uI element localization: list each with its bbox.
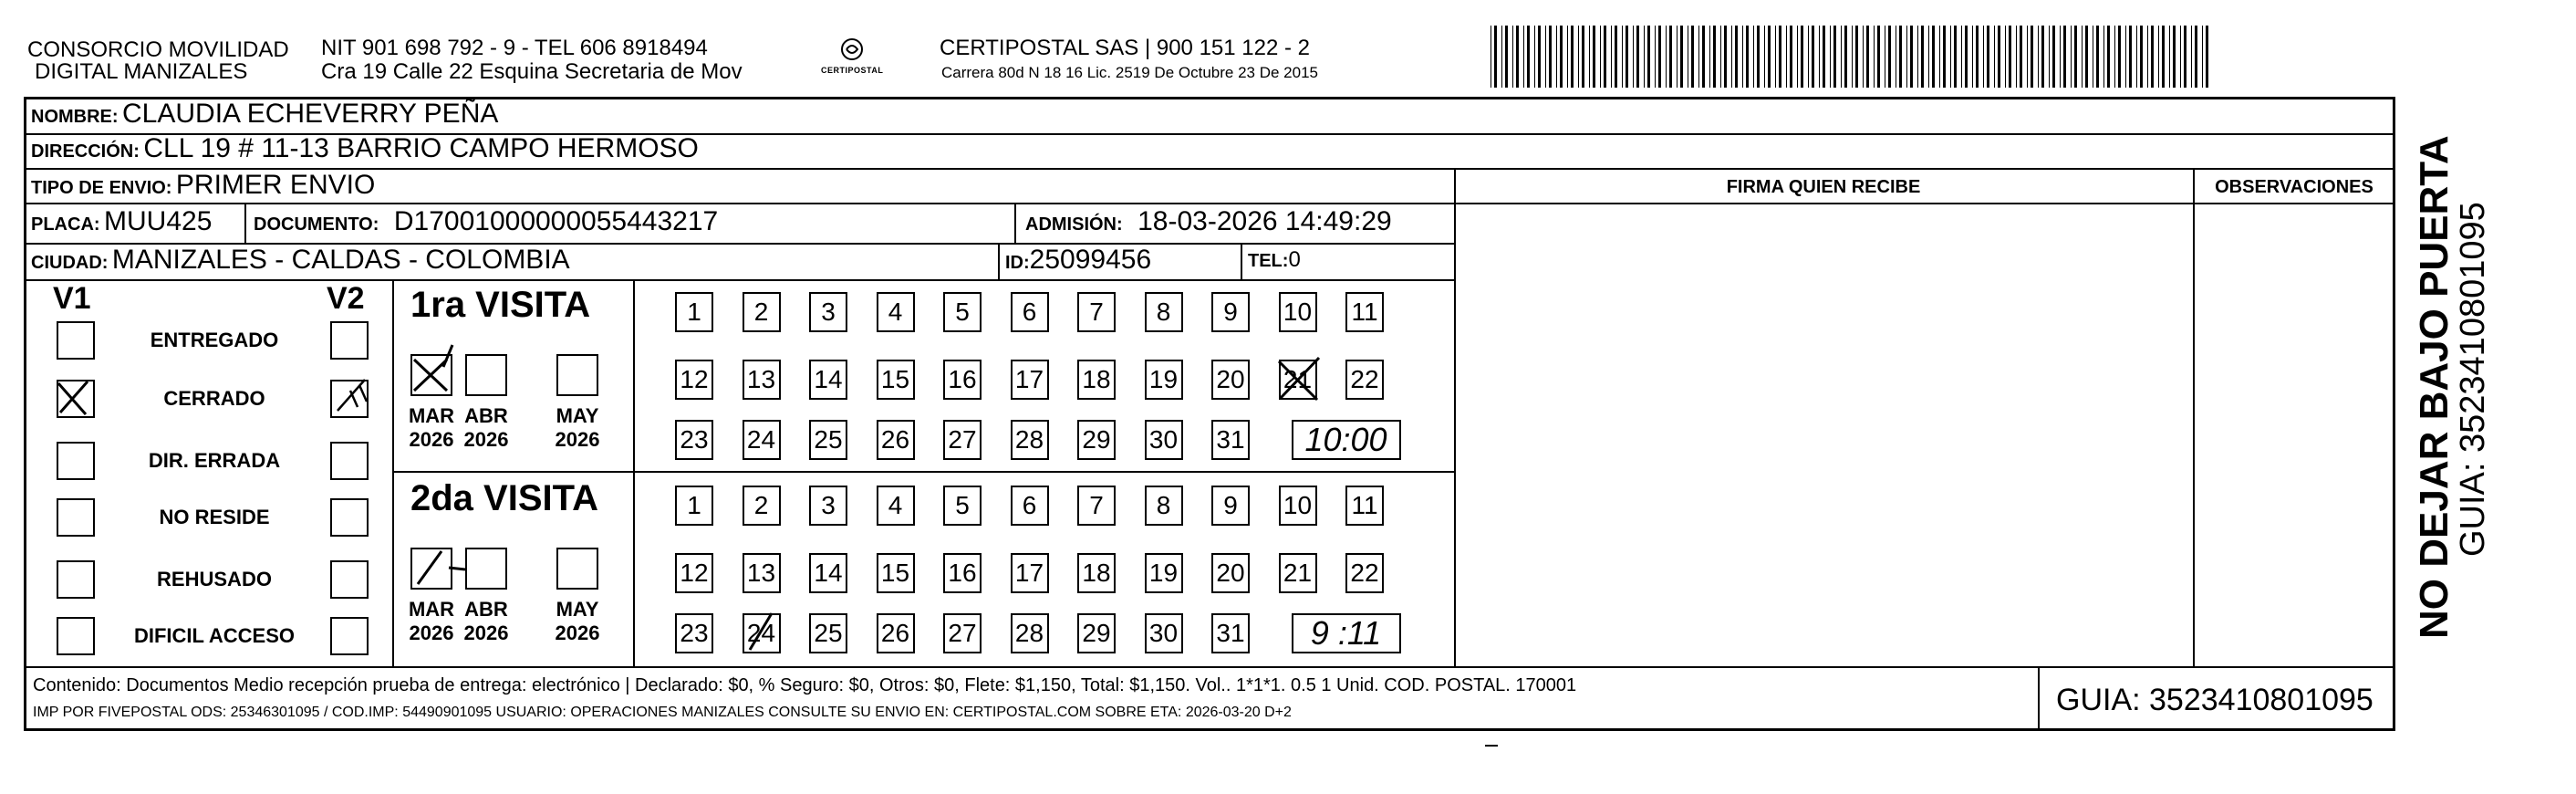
barcode-bar [1874, 26, 1875, 88]
barcode-bar [2082, 26, 2083, 88]
document-field [254, 206, 718, 242]
barcode-bar [2169, 26, 2170, 88]
second-visit-title: 2da VISITA [410, 478, 598, 518]
barcode-bar [1549, 26, 1552, 88]
barcode-bar [1950, 26, 1951, 88]
barcode-bar [1644, 26, 1645, 88]
recipient-name: CLAUDIA ECHEVERRY PEÑA [122, 99, 499, 129]
day-box[interactable]: 28 [1011, 420, 1049, 460]
day-box[interactable]: 26 [877, 420, 915, 460]
barcode-bar [1797, 26, 1798, 88]
barcode-bar [2162, 26, 2165, 88]
day-box[interactable]: 1 [675, 292, 713, 332]
day-box[interactable]: 10 [1279, 292, 1317, 332]
day-box[interactable]: 22 [1345, 553, 1384, 593]
barcode-bar [2103, 26, 2104, 88]
barcode-bar [1961, 26, 1962, 88]
barcode-bar [1516, 26, 1519, 88]
v2-checkbox[interactable] [330, 498, 369, 537]
barcode-bar [1666, 26, 1667, 88]
shipment-type: PRIMER ENVIO [175, 170, 376, 200]
day-box[interactable]: 16 [943, 553, 982, 593]
barcode-bar [1556, 26, 1557, 88]
tel-value: 0 [1288, 247, 1301, 272]
day-box[interactable]: 18 [1077, 553, 1116, 593]
day-box[interactable]: 2 [743, 486, 781, 526]
v2-checkbox[interactable] [330, 617, 369, 655]
day-box[interactable]: 23 [675, 613, 713, 653]
barcode-bar [2031, 26, 2033, 88]
day-box[interactable]: 15 [877, 553, 915, 593]
v1-checkbox[interactable] [57, 442, 95, 480]
barcode-bar [1921, 26, 1924, 88]
year-label: 2026 [409, 428, 454, 451]
barcode-bar [2191, 26, 2192, 88]
divider [24, 666, 2395, 668]
day-box[interactable]: 15 [877, 360, 915, 400]
barcode-bar [1655, 26, 1656, 88]
barcode-bar [1505, 26, 1508, 88]
barcode-bar [1677, 26, 1678, 88]
day-box[interactable]: 11 [1345, 486, 1384, 526]
day-box[interactable]: 19 [1145, 553, 1183, 593]
day-box[interactable]: 9 [1211, 486, 1250, 526]
no-under-door-warning: NO DEJAR BAJO PUERTA [2412, 135, 2457, 639]
barcode-bar [1753, 26, 1754, 88]
day-box[interactable]: 7 [1077, 292, 1116, 332]
day-box[interactable]: 31 [1211, 613, 1250, 653]
day-box[interactable]: 21 [1279, 553, 1317, 593]
day-box[interactable]: 6 [1011, 486, 1049, 526]
barcode-bar [1786, 26, 1787, 88]
barcode-bar [2136, 26, 2137, 88]
barcode-bar [1633, 26, 1634, 88]
divider [998, 243, 1000, 279]
day-box[interactable]: 3 [809, 486, 847, 526]
barcode-bar [2049, 26, 2050, 88]
barcode-bar [1742, 26, 1743, 88]
barcode-bar [2202, 26, 2203, 88]
v1-checkbox[interactable] [57, 321, 95, 360]
barcode-bar [1855, 26, 1858, 88]
day-box[interactable]: 20 [1211, 360, 1250, 400]
day-box[interactable]: 14 [809, 360, 847, 400]
admission-value: 18-03-2026 14:49:29 [1137, 206, 1392, 236]
day-box[interactable]: 21 [1279, 360, 1317, 400]
day-box[interactable]: 7 [1077, 486, 1116, 526]
city-field [31, 245, 570, 280]
barcode-bar [1943, 26, 1946, 88]
barcode-bar [1560, 26, 1563, 88]
direccion-label: DIRECCIÓN: [31, 141, 140, 162]
company-address: Cra 19 Calle 22 Esquina Secretaria de Mov [321, 59, 743, 84]
observations-column-header: OBSERVACIONES [2215, 177, 2373, 197]
nombre-label: NOMBRE: [31, 107, 119, 127]
tel-field [1248, 245, 1301, 278]
day-box[interactable]: 31 [1211, 420, 1250, 460]
barcode-bar [2009, 26, 2011, 88]
barcode-bar [1801, 26, 1803, 88]
barcode-bar [1998, 26, 2000, 88]
barcode-bar [1593, 26, 1595, 88]
plate-field [31, 206, 212, 242]
barcode-bar [1589, 26, 1590, 88]
barcode-bar [1939, 26, 1940, 88]
admission-field [1025, 206, 1392, 242]
divider [633, 279, 635, 666]
barcode-bar [1622, 26, 1623, 88]
day-box[interactable]: 22 [1345, 360, 1384, 400]
barcode-bar [1888, 26, 1891, 88]
barcode-bar [2147, 26, 2148, 88]
month-checkbox[interactable] [465, 548, 507, 590]
day-box[interactable]: 13 [743, 360, 781, 400]
status-label: CERRADO [163, 387, 265, 410]
barcode-bar [1658, 26, 1661, 88]
divider [392, 471, 1454, 473]
barcode-bar [1852, 26, 1853, 88]
barcode-bar [1545, 26, 1546, 88]
day-box[interactable]: 5 [943, 486, 982, 526]
barcode-bar [2063, 26, 2066, 88]
barcode-bar [2151, 26, 2154, 88]
barcode-bar [1823, 26, 1825, 88]
signature-area[interactable] [1456, 204, 2191, 664]
month-checkbox[interactable] [465, 354, 507, 396]
barcode-bar [1494, 26, 1497, 88]
shipment-type-row [31, 170, 375, 205]
barcode-bar [1709, 26, 1710, 88]
barcode-bar [1844, 26, 1847, 88]
admision-label: ADMISIÓN: [1025, 214, 1123, 235]
day-box[interactable]: 9 [1211, 292, 1250, 332]
barcode-bar [1691, 26, 1694, 88]
recipient-address-row [31, 133, 699, 169]
v2-header: V2 [327, 281, 365, 316]
barcode-bar [1757, 26, 1760, 88]
barcode-bar [1866, 26, 1869, 88]
barcode-bar [1910, 26, 1913, 88]
check-mark-icon [1273, 354, 1324, 405]
day-box[interactable]: 2 [743, 292, 781, 332]
v1-checkbox[interactable] [57, 560, 95, 599]
day-box[interactable]: 29 [1077, 420, 1116, 460]
plate-value: MUU425 [104, 206, 213, 236]
day-box[interactable]: 24 [743, 613, 781, 653]
check-mark-icon [330, 376, 372, 418]
barcode-bar [1571, 26, 1574, 88]
day-box[interactable]: 4 [877, 486, 915, 526]
company-name-line1: CONSORCIO MOVILIDAD [27, 37, 289, 62]
handwritten-time: 10:00 [1292, 420, 1401, 460]
tel-label: TEL: [1248, 251, 1289, 271]
day-box[interactable]: 8 [1145, 292, 1183, 332]
barcode-bar [1647, 26, 1650, 88]
courier-address: Carrera 80d N 18 16 Lic. 2519 De Octubre 23 De 2015 [941, 64, 1318, 81]
barcode-bar [2071, 26, 2072, 88]
city-value: MANIZALES - CALDAS - COLOMBIA [111, 245, 570, 275]
placa-label: PLACA: [31, 214, 100, 235]
barcode-bar [2060, 26, 2061, 88]
day-box[interactable]: 30 [1145, 420, 1183, 460]
day-box[interactable]: 18 [1077, 360, 1116, 400]
barcode-bar [2129, 26, 2132, 88]
stray-mark [1485, 745, 1498, 747]
day-box[interactable]: 1 [675, 486, 713, 526]
year-label: 2026 [463, 622, 509, 644]
barcode [1491, 26, 2217, 88]
barcode-bar [1636, 26, 1639, 88]
barcode-bar [1906, 26, 1907, 88]
divider [244, 203, 246, 243]
barcode-bar [2184, 26, 2186, 88]
id-label: ID: [1005, 253, 1030, 273]
barcode-bar [1680, 26, 1683, 88]
barcode-bar [2041, 26, 2044, 88]
barcode-bar [1983, 26, 1984, 88]
barcode-bar [2118, 26, 2121, 88]
day-box[interactable]: 27 [943, 420, 982, 460]
barcode-bar [1768, 26, 1771, 88]
v1-header: V1 [53, 281, 91, 316]
year-label: 2026 [555, 622, 600, 644]
day-box[interactable]: 5 [943, 292, 982, 332]
barcode-bar [2016, 26, 2017, 88]
v2-checkbox[interactable] [330, 380, 369, 418]
barcode-bar [1779, 26, 1781, 88]
barcode-bar [1746, 26, 1749, 88]
day-box[interactable]: 16 [943, 360, 982, 400]
barcode-bar [2140, 26, 2143, 88]
barcode-bar [2052, 26, 2055, 88]
id-value: 25099456 [1029, 245, 1152, 275]
barcode-bar [1501, 26, 1502, 88]
barcode-bar [1582, 26, 1584, 88]
day-box[interactable]: 12 [675, 553, 713, 593]
month-checkbox[interactable] [556, 548, 598, 590]
logo-text: CERTIPOSTAL [821, 66, 884, 75]
barcode-bar [1713, 26, 1716, 88]
year-label: 2026 [409, 622, 454, 644]
day-box[interactable]: 8 [1145, 486, 1183, 526]
barcode-bar [2038, 26, 2039, 88]
barcode-bar [1954, 26, 1957, 88]
month-label: ABR [464, 598, 508, 621]
day-box[interactable]: 20 [1211, 553, 1250, 593]
barcode-bar [1830, 26, 1831, 88]
day-box[interactable]: 4 [877, 292, 915, 332]
divider [1241, 243, 1242, 279]
barcode-bar [1720, 26, 1721, 88]
barcode-bar [2125, 26, 2126, 88]
barcode-bar [1626, 26, 1628, 88]
barcode-bar [1819, 26, 1820, 88]
barcode-bar [1600, 26, 1601, 88]
year-label: 2026 [463, 428, 509, 451]
day-box[interactable]: 28 [1011, 613, 1049, 653]
barcode-bar [1987, 26, 1989, 88]
barcode-bar [1994, 26, 1995, 88]
barcode-bar [2107, 26, 2110, 88]
barcode-bar [1812, 26, 1814, 88]
month-label: MAY [556, 404, 599, 427]
month-checkbox[interactable] [556, 354, 598, 396]
courier-name: CERTIPOSTAL SAS | 900 151 122 - 2 [940, 36, 1310, 60]
barcode-bar [2074, 26, 2077, 88]
day-box[interactable]: 12 [675, 360, 713, 400]
day-box[interactable]: 19 [1145, 360, 1183, 400]
barcode-bar [1611, 26, 1612, 88]
barcode-bar [1567, 26, 1568, 88]
v2-checkbox[interactable] [330, 442, 369, 480]
barcode-bar [1512, 26, 1513, 88]
barcode-bar [1899, 26, 1902, 88]
day-box[interactable]: 10 [1279, 486, 1317, 526]
status-label: NO RESIDE [159, 506, 270, 528]
side-tracking-number: GUIA: 3523410801095 [2454, 202, 2492, 557]
handwritten-time: 9 :11 [1292, 613, 1401, 653]
observations-area[interactable] [2195, 204, 2394, 664]
v1-checkbox[interactable] [57, 380, 95, 418]
day-box[interactable]: 13 [743, 553, 781, 593]
recipient-name-row [31, 99, 498, 134]
check-mark-icon [407, 343, 462, 398]
check-mark-icon [409, 546, 473, 591]
day-box[interactable]: 25 [809, 420, 847, 460]
barcode-bar [1615, 26, 1617, 88]
day-box[interactable]: 3 [809, 292, 847, 332]
document-value: D17001000000055443217 [393, 206, 719, 236]
shipment-contents: Contenido: Documentos Medio recepción prueba de entrega: electrónico | Declarado: $0, % Seguro: $0, Otros: $0, Flete: $1,150, Total: $1,150. Vol.. 1*1*1. 0.5 1 Unid. COD. POSTAL. 170001 [33, 675, 1577, 695]
month-label: MAR [408, 598, 455, 621]
day-box[interactable]: 17 [1011, 360, 1049, 400]
divider [1014, 203, 1016, 243]
barcode-bar [2027, 26, 2028, 88]
barcode-bar [2173, 26, 2176, 88]
day-box[interactable]: 17 [1011, 553, 1049, 593]
barcode-bar [1841, 26, 1842, 88]
year-label: 2026 [555, 428, 600, 451]
company-name-line2: DIGITAL MANIZALES [35, 59, 248, 84]
barcode-bar [1698, 26, 1699, 88]
first-visit-title: 1ra VISITA [410, 285, 591, 325]
day-box[interactable]: 23 [675, 420, 713, 460]
print-info: IMP POR FIVEPOSTAL ODS: 25346301095 / COD.IMP: 54490901095 USUARIO: OPERACIONES MANIZALES CONSULTE SU ENVIO EN: CERTIPOSTAL.COM SOBRE ETA: 2026-03-20 D+2 [33, 705, 1292, 720]
barcode-bar [1735, 26, 1738, 88]
barcode-bar [2114, 26, 2115, 88]
day-box[interactable]: 24 [743, 420, 781, 460]
barcode-bar [1604, 26, 1606, 88]
barcode-bar [2096, 26, 2099, 88]
status-label: REHUSADO [157, 568, 272, 590]
status-label: DIR. ERRADA [148, 449, 281, 472]
barcode-bar [1833, 26, 1836, 88]
status-label: DIFICIL ACCESO [133, 624, 295, 647]
v1-checkbox[interactable] [57, 617, 95, 655]
day-box[interactable]: 27 [943, 613, 982, 653]
barcode-bar [1917, 26, 1918, 88]
divider [2038, 666, 2040, 731]
barcode-bar [2180, 26, 2181, 88]
tracking-number: GUIA: 3523410801095 [2056, 683, 2373, 717]
day-box[interactable]: 14 [809, 553, 847, 593]
v2-checkbox[interactable] [330, 321, 369, 360]
documento-label: DOCUMENTO: [254, 214, 379, 235]
ciudad-label: CIUDAD: [31, 253, 109, 273]
barcode-bar [1523, 26, 1524, 88]
barcode-bar [2005, 26, 2006, 88]
month-label: MAR [408, 404, 455, 427]
month-label: MAY [556, 598, 599, 621]
barcode-bar [1877, 26, 1880, 88]
month-label: ABR [464, 404, 508, 427]
tipo-label: TIPO DE ENVIO: [31, 178, 172, 198]
barcode-bar [1669, 26, 1672, 88]
barcode-bar [1724, 26, 1727, 88]
company-nit: NIT 901 698 792 - 9 - TEL 606 8918494 [321, 36, 708, 60]
barcode-bar [1790, 26, 1792, 88]
v2-checkbox[interactable] [330, 560, 369, 599]
signature-column-header: FIRMA QUIEN RECIBE [1726, 177, 1921, 197]
barcode-bar [1965, 26, 1968, 88]
barcode-bar [2195, 26, 2197, 88]
day-box[interactable]: 26 [877, 613, 915, 653]
day-box[interactable]: 6 [1011, 292, 1049, 332]
day-box[interactable]: 29 [1077, 613, 1116, 653]
barcode-bar [1976, 26, 1979, 88]
v1-checkbox[interactable] [57, 498, 95, 537]
barcode-bar [1808, 26, 1809, 88]
check-mark-icon [739, 610, 784, 655]
certipostal-logo [821, 33, 884, 84]
barcode-bar [1538, 26, 1541, 88]
day-box[interactable]: 11 [1345, 292, 1384, 332]
barcode-bar [1702, 26, 1705, 88]
barcode-bar [1764, 26, 1765, 88]
month-checkbox[interactable] [410, 548, 452, 590]
barcode-bar [2158, 26, 2159, 88]
barcode-bar [1578, 26, 1579, 88]
barcode-bar [1928, 26, 1929, 88]
month-checkbox[interactable] [410, 354, 452, 396]
recipient-address: CLL 19 # 11-13 BARRIO CAMPO HERMOSO [143, 133, 699, 163]
barcode-bar [1534, 26, 1535, 88]
barcode-bar [2085, 26, 2088, 88]
barcode-bar [2206, 26, 2208, 88]
day-box[interactable]: 25 [809, 613, 847, 653]
barcode-bar [1731, 26, 1732, 88]
id-field [1005, 245, 1151, 280]
barcode-bar [1527, 26, 1530, 88]
barcode-bar [1932, 26, 1935, 88]
barcode-bar [1972, 26, 1973, 88]
barcode-bar [1775, 26, 1776, 88]
day-box[interactable]: 30 [1145, 613, 1183, 653]
check-mark-icon [55, 378, 93, 416]
divider [392, 279, 394, 666]
barcode-bar [1863, 26, 1864, 88]
status-label: ENTREGADO [150, 329, 279, 351]
barcode-bar [2020, 26, 2022, 88]
